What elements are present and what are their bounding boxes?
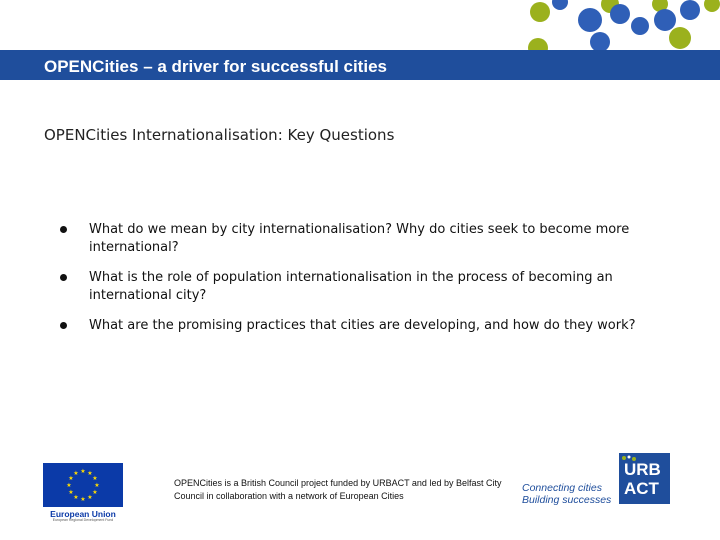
deco-dot <box>590 32 610 52</box>
deco-dot <box>654 9 676 31</box>
urbact-logo-text: URB <box>624 460 661 479</box>
question-text: What is the role of population internationalisation in the process of becoming an international city? <box>89 270 613 303</box>
question-item <box>60 221 660 257</box>
deco-dot <box>578 8 602 32</box>
eu-stars <box>43 463 123 507</box>
eu-star: ★ <box>87 494 93 501</box>
bullet-icon <box>60 226 67 233</box>
deco-dot <box>610 4 630 24</box>
deco-dot <box>552 0 568 10</box>
deco-dot <box>704 0 720 12</box>
eu-star: ★ <box>87 470 93 477</box>
eu-star: ★ <box>73 494 79 501</box>
urbact-logo-text: ACT <box>624 479 659 498</box>
question-text: What do we mean by city internationalisation? Why do cities seek to become more international? <box>89 222 630 255</box>
urbact-tagline <box>522 482 622 506</box>
question-list <box>60 221 660 347</box>
deco-dot <box>680 0 700 20</box>
slide-title: OPENCities – a driver for successful cities <box>44 57 387 76</box>
eu-logo <box>43 463 123 523</box>
section-heading: OPENCities Internationalisation: Key Questions <box>44 126 395 144</box>
eu-star: ★ <box>92 475 98 482</box>
eu-star: ★ <box>68 489 74 496</box>
eu-logo-subtitle: European Regional Development Fund <box>52 518 114 522</box>
eu-star: ★ <box>80 468 86 475</box>
eu-star: ★ <box>92 489 98 496</box>
question-text: What are the promising practices that cities are developing, and how do they work? <box>89 318 636 333</box>
eu-star: ★ <box>66 482 72 489</box>
question-item <box>60 269 660 305</box>
question-item <box>60 317 660 335</box>
deco-dot <box>530 2 550 22</box>
eu-flag-icon <box>43 463 123 507</box>
tagline-line: Building successes <box>522 494 612 506</box>
eu-star: ★ <box>80 496 86 503</box>
deco-dot <box>631 17 649 35</box>
eu-star: ★ <box>73 470 79 477</box>
bullet-icon <box>60 274 67 281</box>
tagline-line: Connecting cities <box>522 482 602 494</box>
eu-star: ★ <box>94 482 100 489</box>
eu-logo-name: European Union <box>50 509 116 519</box>
footer-description: OPENCities is a British Council project funded by URBACT and led by Belfast City Council in collaboration with a network of European Cities <box>174 478 502 501</box>
eu-star: ★ <box>68 475 74 482</box>
deco-dot <box>669 27 691 49</box>
urbact-logo <box>619 453 670 504</box>
bullet-icon <box>60 322 67 329</box>
